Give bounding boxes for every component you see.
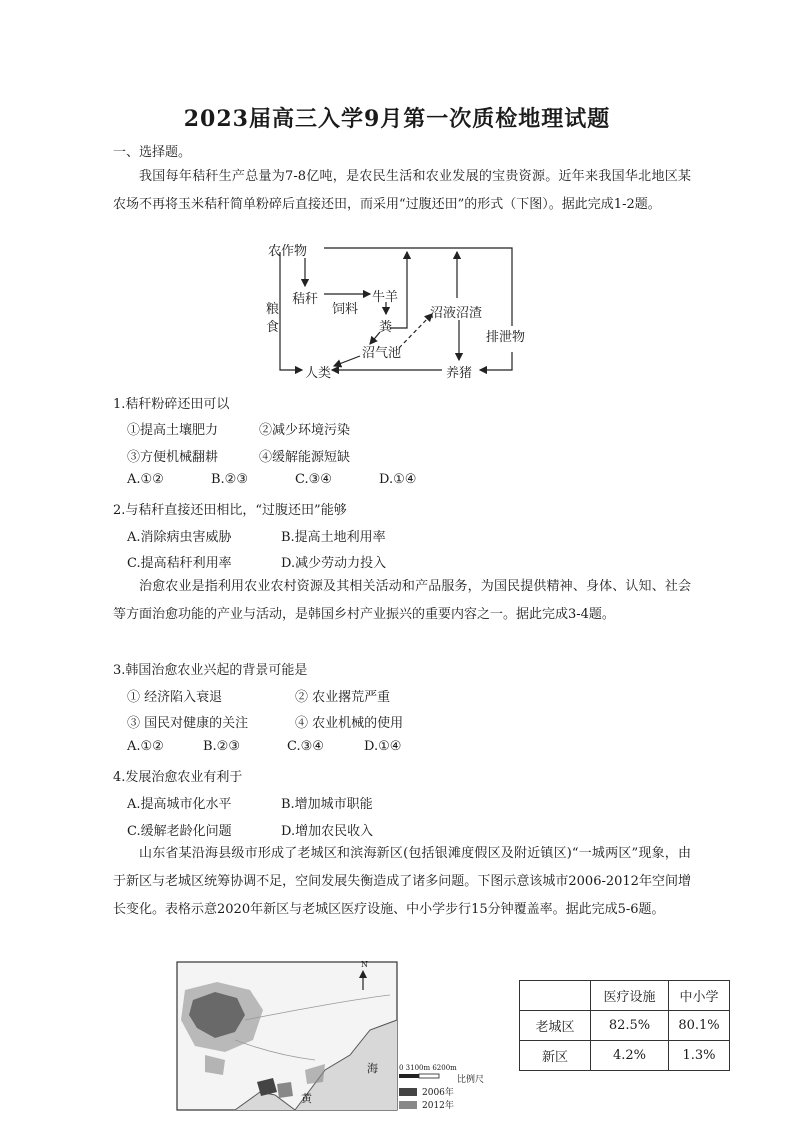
node-pigs: 养猪 [446,362,472,381]
city-growth-map [175,960,490,1112]
yellow-label: 黄 [301,1092,312,1105]
table-header-cell: 中小学 [669,981,730,1011]
node-cattle: 牛羊 [372,290,399,305]
q1-choice-d: D.①④ [379,472,417,487]
q1-stem: 1.秸秆粉碎还田可以 [113,397,230,412]
q1-item-1: ①提高土壤肥力 [127,423,219,438]
passage-2: 治愈农业是指利用农业农村资源及其相关活动和产品服务，为国民提供精神、身体、认知、社会等方面治愈功能的产业与活动，是韩国乡村产业振兴的重要内容之一。据此完成3-4题。 [113,579,691,622]
q4-choice-b: B.增加城市职能 [281,797,373,812]
q3-choice-a: A.①② [127,739,164,754]
node-straw: 秸秆 [292,292,319,307]
label-excreta: 排泄物 [486,326,525,345]
legend-2012: 2012年 [422,1101,454,1111]
table-row [520,1011,730,1041]
label-grain-2: 食 [266,320,280,335]
q3-choice-d: D.①④ [364,739,402,754]
node-humans: 人类 [305,362,331,381]
q3-stem: 3.韩国治愈农业兴起的背景可能是 [113,663,308,678]
node-crops: 农作物 [268,244,308,259]
q1-item-4: ④缓解能源短缺 [259,450,351,465]
straw-flow-diagram [262,238,534,380]
table-cell: 新区 [520,1041,591,1071]
q1-item-3: ③方便机械翻耕 [127,450,219,465]
q1-choice-b: B.②③ [211,472,248,487]
q1-item-2: ②减少环境污染 [259,423,351,438]
table-cell: 1.3% [669,1041,730,1071]
q3-item-4: ④ 农业机械的使用 [295,716,404,731]
passage-1: 我国每年秸秆生产总量为7-8亿吨，是农民生活和农业发展的宝贵资源。近年来我国华北地区某农场不再将玉米秸秆简单粉碎后直接还田，而采用“过腹还田”的形式（下图）。据此完成1-2题。 [113,169,691,212]
q2-choice-d: D.减少劳动力投入 [281,556,387,571]
north-label: N [361,960,368,969]
table-header-row [520,981,730,1011]
label-grain-1: 粮 [266,302,280,317]
q3-choice-c: C.③④ [287,739,324,754]
q4-choice-c: C.缓解老龄化问题 [127,824,232,839]
q3-item-3: ③ 国民对健康的关注 [127,716,249,731]
node-dung: 粪 [379,320,393,335]
page-title: 2023届高三入学9月第一次质检地理试题 [183,106,611,132]
table-row [520,1041,730,1071]
scale-label: 比例尺 [457,1075,485,1085]
q4-choice-a: A.提高城市化水平 [127,797,232,812]
table-cell: 82.5% [591,1011,669,1041]
table-cell: 80.1% [669,1011,730,1041]
passage-3: 山东省某沿海县级市形成了老城区和滨海新区(包括银滩度假区及附近镇区)“一城两区”现象，由于新区与老城区统筹协调不足，空间发展失衡造成了诸多问题。下图示意该城市2006-2012年空间增长变化。表格示意2020年新区与老城区医疗设施、中小学步行15分钟覆盖率。据此完成5-6题。 [113,846,691,917]
q1-choice-a: A.①② [127,472,164,487]
table-cell: 老城区 [520,1011,591,1041]
q2-choice-b: B.提高土地利用率 [281,530,386,545]
table-header-cell: 医疗设施 [591,981,669,1011]
label-feed: 饲料 [332,302,359,317]
q2-stem: 2.与秸秆直接还田相比，“过腹还田”能够 [113,503,347,518]
sea-label: 海 [367,1062,378,1075]
q1-choice-c: C.③④ [295,472,332,487]
table-cell: 4.2% [591,1041,669,1071]
q4-stem: 4.发展治愈农业有利于 [113,770,243,785]
node-slurry: 沼液沼渣 [430,306,483,321]
q3-choice-b: B.②③ [203,739,240,754]
table-header-cell [520,981,591,1011]
section-heading: 一、选择题。 [113,145,192,160]
q3-item-1: ① 经济陷入衰退 [127,690,223,705]
q4-choice-d: D.增加农民收入 [281,824,374,839]
q2-choice-c: C.提高秸秆利用率 [127,556,232,571]
node-biogas-pool: 沼气池 [362,346,402,361]
legend-2006: 2006年 [422,1088,454,1098]
scale-text: 0 3100m 6200m [399,1064,457,1072]
q3-item-2: ② 农业撂荒严重 [295,690,391,705]
q2-choice-a: A.消除病虫害威胁 [127,530,232,545]
coverage-table [519,980,730,1071]
